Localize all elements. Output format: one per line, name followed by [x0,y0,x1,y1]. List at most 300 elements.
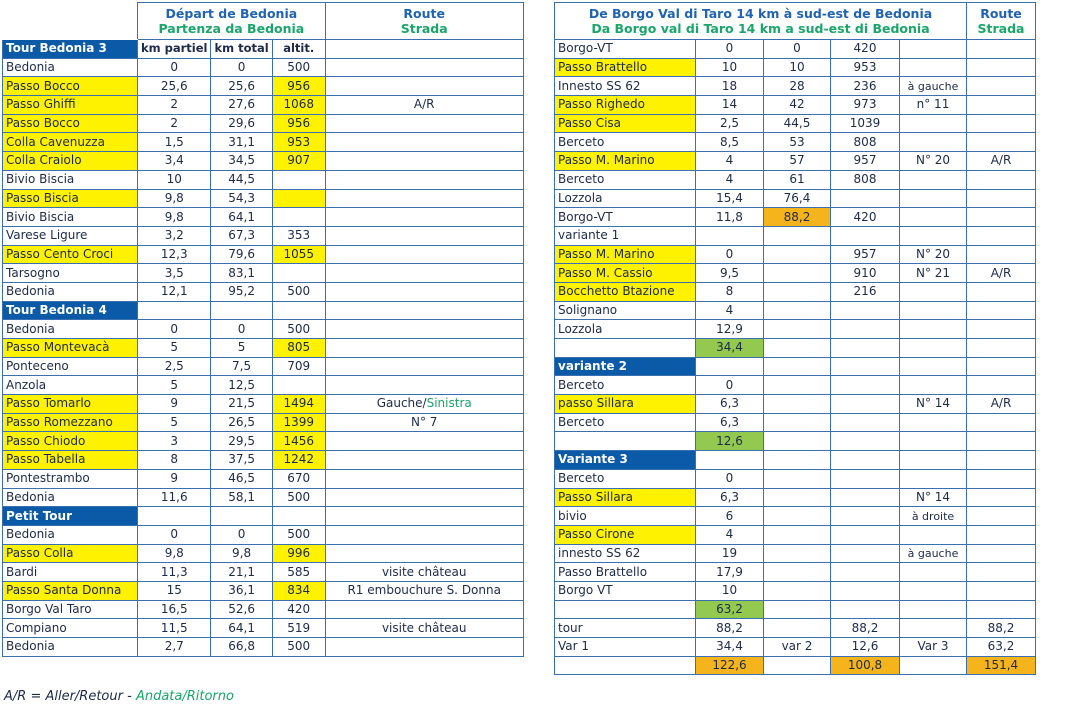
km-partial: 0 [696,245,764,264]
altitude: 808 [831,133,900,152]
km-total [764,320,831,339]
summary-value: 34,4 [696,638,764,657]
road-number [900,133,967,152]
empty-cell [555,339,696,358]
altitude [272,208,325,227]
empty-cell [272,301,325,320]
empty-cell [555,600,696,619]
place-name: Compiano [3,619,138,638]
empty-cell [764,581,831,600]
table-row [3,189,524,208]
altitude: 670 [272,469,325,488]
empty-cell [831,469,900,488]
subtotal-value: 34,4 [696,339,764,358]
section-header-row [555,451,1036,470]
altitude: 420 [831,40,900,59]
km-total: 64,1 [211,619,272,638]
km-partial: 4 [696,525,764,544]
empty-cell [138,507,211,526]
empty-cell [764,507,831,526]
road-number [900,189,967,208]
empty-cell [831,339,900,358]
km-total: 28 [764,77,831,96]
km-partial: 12,3 [138,245,211,264]
road-number [900,282,967,301]
place-name: Bedonia [3,58,138,77]
table-row [3,469,524,488]
table-row [555,77,1036,96]
route-note [967,282,1036,301]
km-partial: 10 [696,58,764,77]
km-partial: 16,5 [138,600,211,619]
place-name: Bedonia [3,525,138,544]
km-total: 21,1 [211,563,272,582]
road-number: n° 11 [900,96,967,115]
altitude [831,189,900,208]
altitude [272,376,325,395]
empty-cell [967,339,1036,358]
altitude: 216 [831,282,900,301]
km-total: 57 [764,152,831,171]
road-number [900,563,967,582]
place-name: Passo Tomarlo [3,395,138,414]
km-total: 26,5 [211,413,272,432]
table-row [3,563,524,582]
col-km-total: km total [211,40,272,59]
km-partial: 6,3 [696,395,764,414]
km-partial: 3 [138,432,211,451]
place-name: Passo Colla [3,544,138,563]
place-name: Tarsogno [3,264,138,283]
road-number: à gauche [900,77,967,96]
table-row [555,40,1036,59]
empty-cell [764,357,831,376]
route-note [325,451,523,470]
km-total: 95,2 [211,282,272,301]
road-number [900,301,967,320]
route-it: Sinistra [426,396,472,411]
place-name: Berceto [555,376,696,395]
empty-cell [764,469,831,488]
km-partial: 9,5 [696,264,764,283]
table-row [3,226,524,245]
table-row [3,245,524,264]
empty-cell [967,357,1036,376]
altitude: 1494 [272,395,325,414]
section-title: Variante 3 [555,451,696,470]
km-total: 42 [764,96,831,115]
road-number [900,525,967,544]
km-partial: 25,6 [138,77,211,96]
km-partial: 2,7 [138,638,211,657]
km-partial: 3,4 [138,152,211,171]
col-km-partial: km partiel [138,40,211,59]
km-partial: 6,3 [696,488,764,507]
empty-cell [764,413,831,432]
km-total: 29,6 [211,114,272,133]
summary-value: 88,2 [831,619,900,638]
section-header-row [3,301,524,320]
summary-row [555,619,1036,638]
left-table-body [3,3,524,657]
subtotal-row [555,600,1036,619]
road-number: à gauche [900,544,967,563]
table-row [555,376,1036,395]
table-row [3,114,524,133]
place-name: Bivio Biscia [3,208,138,227]
section-title: Petit Tour [3,507,138,526]
place-name: Passo Chiodo [3,432,138,451]
km-total: 25,6 [211,77,272,96]
place-name: innesto SS 62 [555,544,696,563]
route-note: A/R [967,152,1036,171]
place-name: Solignano [555,301,696,320]
empty-cell [900,339,967,358]
section-header-row [3,40,524,59]
place-name: Berceto [555,133,696,152]
route-note [967,208,1036,227]
altitude: 1456 [272,432,325,451]
route-note [325,488,523,507]
right-route-header [967,3,1036,40]
table-row [555,488,1036,507]
place-name: Varese Ligure [3,226,138,245]
table-row [555,114,1036,133]
table-row [3,133,524,152]
table-row [555,581,1036,600]
route-note: visite château [325,563,523,582]
route-note [325,357,523,376]
altitude: 1055 [272,245,325,264]
place-name: Innesto SS 62 [555,77,696,96]
road-number: N° 20 [900,152,967,171]
road-number [900,40,967,59]
altitude [272,189,325,208]
grand-total: 122,6 [696,656,764,675]
km-total: 0 [211,320,272,339]
road-number [900,58,967,77]
place-name: Lozzola [555,189,696,208]
km-total: 66,8 [211,638,272,657]
place-name: Passo Sillara [555,488,696,507]
table-row [555,525,1036,544]
footer-note [4,689,234,704]
empty-cell [325,507,523,526]
summary-value: 88,2 [696,619,764,638]
place-name: Passo Cirone [555,525,696,544]
route-note [325,170,523,189]
km-partial: 9,8 [138,189,211,208]
altitude: 973 [831,96,900,115]
km-total: 83,1 [211,264,272,283]
road-number: N° 21 [900,264,967,283]
table-row [3,376,524,395]
table-row [555,413,1036,432]
empty-cell [272,507,325,526]
summary-value: 63,2 [967,638,1036,657]
empty-cell [764,432,831,451]
empty-cell [831,488,900,507]
km-partial: 12,1 [138,282,211,301]
altitude: 353 [272,226,325,245]
place-name: Bivio Biscia [3,170,138,189]
place-name: Passo Biscia [3,189,138,208]
altitude: 420 [272,600,325,619]
table-row [555,563,1036,582]
km-total: 7,5 [211,357,272,376]
place-name: Bedonia [3,638,138,657]
empty-cell [764,488,831,507]
empty-cell [555,656,696,675]
subtotal-value: 63,2 [696,600,764,619]
table-row [3,339,524,358]
route-note [325,638,523,657]
km-partial: 11,3 [138,563,211,582]
altitude: 956 [272,77,325,96]
km-total: 76,4 [764,189,831,208]
place-name: Passo Montevacà [3,339,138,358]
place-name: Borgo VT [555,581,696,600]
route-fr: Gauche/ [376,396,427,411]
place-name: Borgo Val Taro [3,600,138,619]
table-row [3,357,524,376]
altitude: 805 [272,339,325,358]
road-number [900,226,967,245]
place-name: Passo M. Marino [555,152,696,171]
table-row [3,152,524,171]
place-name: Berceto [555,170,696,189]
empty-cell [696,357,764,376]
route-note [325,376,523,395]
km-partial [696,226,764,245]
km-total: 54,3 [211,189,272,208]
route-note [325,282,523,301]
empty-cell [831,451,900,470]
altitude: 834 [272,581,325,600]
route-note [325,544,523,563]
route-note [325,208,523,227]
km-total: 52,6 [211,600,272,619]
km-partial: 0 [696,40,764,59]
empty-cell [831,581,900,600]
road-number [900,320,967,339]
place-name: Ponteceno [3,357,138,376]
table-row [3,451,524,470]
empty-cell [967,507,1036,526]
km-partial: 5 [138,339,211,358]
table-row [555,208,1036,227]
altitude: 500 [272,525,325,544]
route-note [325,525,523,544]
place-name: Passo Ghiffi [3,96,138,115]
table-row [555,282,1036,301]
road-number [900,114,967,133]
road-number [900,469,967,488]
km-total [764,264,831,283]
empty-cell [967,451,1036,470]
place-name: passo Sillara [555,395,696,414]
route-note [967,114,1036,133]
table-row [3,413,524,432]
route-note [325,320,523,339]
km-partial: 15 [138,581,211,600]
table-row [555,245,1036,264]
table-row [555,152,1036,171]
place-name: Bocchetto Btazione [555,282,696,301]
km-partial: 4 [696,152,764,171]
footer-fr: A/R = Aller/Retour - [4,689,136,704]
empty-cell [967,563,1036,582]
summary-label: Var 1 [555,638,696,657]
place-name: Passo Cisa [555,114,696,133]
place-name: Passo Brattello [555,563,696,582]
table-row [555,507,1036,526]
table-row [3,638,524,657]
road-number: N° 14 [900,488,967,507]
km-total: 79,6 [211,245,272,264]
left-route-fr: Route [403,6,445,21]
km-total: 29,5 [211,432,272,451]
empty-cell [831,563,900,582]
table-row [3,320,524,339]
empty-cell [900,619,967,638]
km-partial: 9,8 [138,544,211,563]
route-note [325,432,523,451]
place-name: Bardi [3,563,138,582]
km-partial: 4 [696,170,764,189]
route-note [967,320,1036,339]
route-note [325,58,523,77]
km-total: 21,5 [211,395,272,414]
right-table-body [555,3,1036,675]
empty-cell [967,600,1036,619]
empty-cell [831,376,900,395]
km-total: 53 [764,133,831,152]
table-row [3,96,524,115]
km-total: 44,5 [211,170,272,189]
empty-cell [325,301,523,320]
km-partial: 11,8 [696,208,764,227]
km-partial: 3,2 [138,226,211,245]
km-partial: 4 [696,301,764,320]
empty-cell [696,451,764,470]
empty-cell [967,488,1036,507]
table-row [555,320,1036,339]
altitude [831,226,900,245]
place-name: Passo Tabella [3,451,138,470]
empty-cell [831,432,900,451]
empty-cell [555,432,696,451]
empty-cell [900,600,967,619]
empty-cell [967,525,1036,544]
km-partial: 2 [138,96,211,115]
km-total: 44,5 [764,114,831,133]
table-row [3,170,524,189]
empty-cell [764,619,831,638]
km-total: 0 [211,525,272,544]
km-partial: 14 [696,96,764,115]
table-row [555,189,1036,208]
section-header-row [555,357,1036,376]
km-partial: 0 [696,469,764,488]
table-row [555,301,1036,320]
empty-cell [831,413,900,432]
table-row [555,133,1036,152]
empty-cell [967,432,1036,451]
route-note [325,114,523,133]
route-note [967,96,1036,115]
km-partial: 17,9 [696,563,764,582]
right-route-it: Strada [977,21,1025,36]
altitude [272,264,325,283]
km-total: 27,6 [211,96,272,115]
km-partial: 8,5 [696,133,764,152]
altitude: 500 [272,320,325,339]
km-total [764,301,831,320]
empty-cell [831,507,900,526]
route-note [967,245,1036,264]
table-row [3,77,524,96]
table-row [3,395,524,414]
empty-cell [764,395,831,414]
altitude: 953 [272,133,325,152]
km-partial: 5 [138,376,211,395]
subtotal-row [555,432,1036,451]
km-total: 5 [211,339,272,358]
road-number: N° 20 [900,245,967,264]
altitude: 1068 [272,96,325,115]
table-row [3,282,524,301]
place-name: Colla Craiolo [3,152,138,171]
empty-cell [831,357,900,376]
empty-cell [138,301,211,320]
empty-cell [831,544,900,563]
altitude: 907 [272,152,325,171]
km-partial: 18 [696,77,764,96]
place-name: bivio [555,507,696,526]
km-partial: 1,5 [138,133,211,152]
altitude [831,320,900,339]
route-note: R1 embouchure S. Donna [325,581,523,600]
altitude [272,170,325,189]
route-note [325,226,523,245]
route-note: N° 7 [325,413,523,432]
empty-cell [900,432,967,451]
place-name: Lozzola [555,320,696,339]
grand-total: 100,8 [831,656,900,675]
place-name: Berceto [555,469,696,488]
km-total: 88,2 [764,208,831,227]
route-note [325,600,523,619]
route-note [325,77,523,96]
table-row [555,96,1036,115]
place-name: Passo Santa Donna [3,581,138,600]
empty-cell [967,581,1036,600]
place-name: Pontestrambo [3,469,138,488]
altitude: 500 [272,58,325,77]
right-table [554,2,1036,675]
right-header-it: Da Borgo val di Taro 14 km a sud-est di Bedonia [591,21,930,36]
route-note: A/R [325,96,523,115]
footer-it: Andata/Ritorno [135,689,234,704]
empty-cell [211,507,272,526]
road-number [900,170,967,189]
section-title: variante 2 [555,357,696,376]
route-note: A/R [967,264,1036,283]
altitude: 956 [272,114,325,133]
empty-cell [764,376,831,395]
empty-cell [764,600,831,619]
